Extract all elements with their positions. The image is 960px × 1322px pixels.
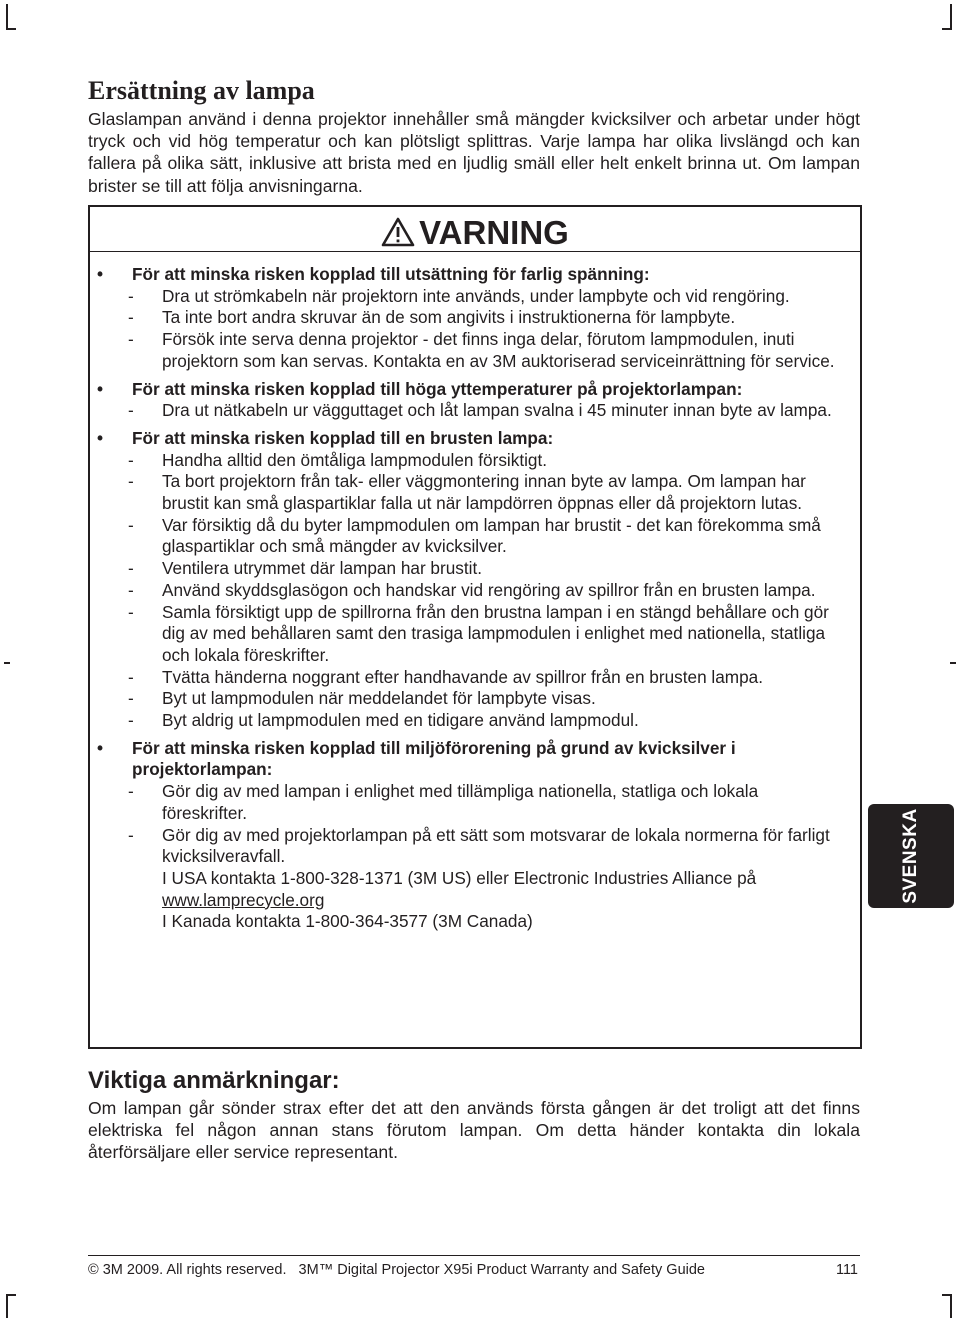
warning-divider <box>90 251 860 252</box>
notes-paragraph: Om lampan går sönder strax efter det att den används första gången är det troligt att det finns elektriska fel någon annan stans förutom lampan. Om detta händer kontakta din lokala återförsäljare eller service representant. <box>88 1098 860 1163</box>
bullet-icon: • <box>97 427 104 448</box>
warning-group-title: • För att minska risken kopplad till miljöförorening på grund av kvicksilver i projektorlampan: <box>97 737 736 780</box>
notes-heading: Viktiga anmärkningar: <box>88 1067 340 1094</box>
bullet-icon: • <box>97 737 104 758</box>
language-tab <box>868 804 954 908</box>
list-item: - Gör dig av med lampan i enlighet med tillämpliga nationella, statliga och lokala föreskrifter. <box>128 781 759 823</box>
warning-group-title: • För att minska risken kopplad till utsättning för farlig spänning: <box>97 264 650 284</box>
list-item: - Byt aldrig ut lampmodulen med en tidigare använd lampmodul. <box>128 710 639 731</box>
list-item: - Tvätta händerna noggrant efter handhavande av spillror från en brusten lampa. <box>128 666 763 687</box>
warning-heading: VARNING <box>419 214 569 251</box>
list-item: - Dra ut nätkabeln ur vägguttaget och låt lampan svalna i 45 minuter innan byte av lampa. <box>128 400 832 421</box>
crop-mark <box>950 1294 952 1318</box>
intro-paragraph: Glaslampan använd i denna projektor innehåller små mängder kvicksilver och arbetar under högt tryck och vid hög temperatur och kan plötsligt splittras. Varje lampa har olika livslängd och kan fallera på olika sätt, inklusive att brista med en ljudlig smäll eller helt enkelt brinna ut. Om lampan brister se till att följa anvisningarna. <box>88 109 860 196</box>
list-item: - Var försiktig då du byter lampmodulen om lampan har brustit - det kan förekomma små glaspartiklar och små mängder av kvicksilver. <box>128 514 821 557</box>
us-contact: I USA kontakta 1-800-328-1371 (3M US) eller Electronic Industries Alliance på <box>162 867 757 888</box>
crop-mark <box>6 28 16 30</box>
list-item: - Ta bort projektorn från tak- eller väggmontering innan byte av lampa. Om lampan har brustit kan små glaspartiklar falla ut när lampdörren öppnas eller då projektorn lutas. <box>128 471 806 514</box>
bullet-icon: • <box>97 264 104 284</box>
footer-divider <box>88 1255 860 1256</box>
warning-group-title: • För att minska risken kopplad till en brusten lampa: <box>97 427 554 448</box>
list-item: - Försök inte serva denna projektor - det finns inga delar, förutom lampmodulen, inuti projektorn som kan servas. Kontakta en av 3M auktoriserad serviceinrättning för service. <box>128 329 835 371</box>
warning-header <box>90 213 860 253</box>
list-item: - Använd skyddsglasögon och handskar vid rengöring av spillror från en brusten lampa. <box>128 579 816 600</box>
warning-box <box>88 205 862 1049</box>
language-tab-label: SVENSKA <box>900 808 921 904</box>
list-item: - Gör dig av med projektorlampan på ett sätt som motsvarar de lokala normerna för farligt kvicksilveravfall. I USA kontakta 1-800-328-1371 (3M US) eller Electronic Industries Alliance på www.lamprecycle.org I Kanada kontakta 1-800-364-3577 (3M Canada) <box>128 824 830 932</box>
crop-mark <box>942 28 952 30</box>
warning-body <box>97 264 847 933</box>
crop-mark <box>950 662 956 664</box>
warning-group-title: • För att minska risken kopplad till höga yttemperaturer på projektorlampan: <box>97 378 743 399</box>
list-item: - Ta inte bort andra skruvar än de som angivits i instruktionerna för lampbyte. <box>128 307 736 328</box>
list-item: - Dra ut strömkabeln när projektorn inte används, under lampbyte och vid rengöring. <box>128 285 790 306</box>
list-item: - Handha alltid den ömtåliga lampmodulen försiktigt. <box>128 449 548 470</box>
crop-mark <box>950 4 952 30</box>
lamprecycle-link[interactable]: www.lamprecycle.org <box>162 889 325 910</box>
crop-mark <box>6 4 8 30</box>
footer-copyright: © 3M 2009. All rights reserved. 3M™ Digital Projector X95i Product Warranty and Safety Guide <box>88 1262 706 1278</box>
list-item: - Samla försiktigt upp de spillrorna från den brustna lampan i en stängd behållare och gör dig av med behållaren samt den trasiga lampmodulen i enlighet med nationella, statliga och lokala föreskrifter. <box>128 601 829 665</box>
page-number: 111 <box>835 1262 858 1278</box>
canada-contact: I Kanada kontakta 1-800-364-3577 (3M Canada) <box>162 911 533 932</box>
crop-mark <box>6 1294 8 1318</box>
warning-triangle-icon <box>381 217 415 247</box>
list-item: - Byt ut lampmodulen när meddelandet för lampbyte visas. <box>128 688 596 709</box>
page-title: Ersättning av lampa <box>88 76 315 105</box>
bullet-icon: • <box>97 378 104 399</box>
crop-mark <box>4 662 10 664</box>
list-item: - Ventilera utrymmet där lampan har brustit. <box>128 558 483 579</box>
